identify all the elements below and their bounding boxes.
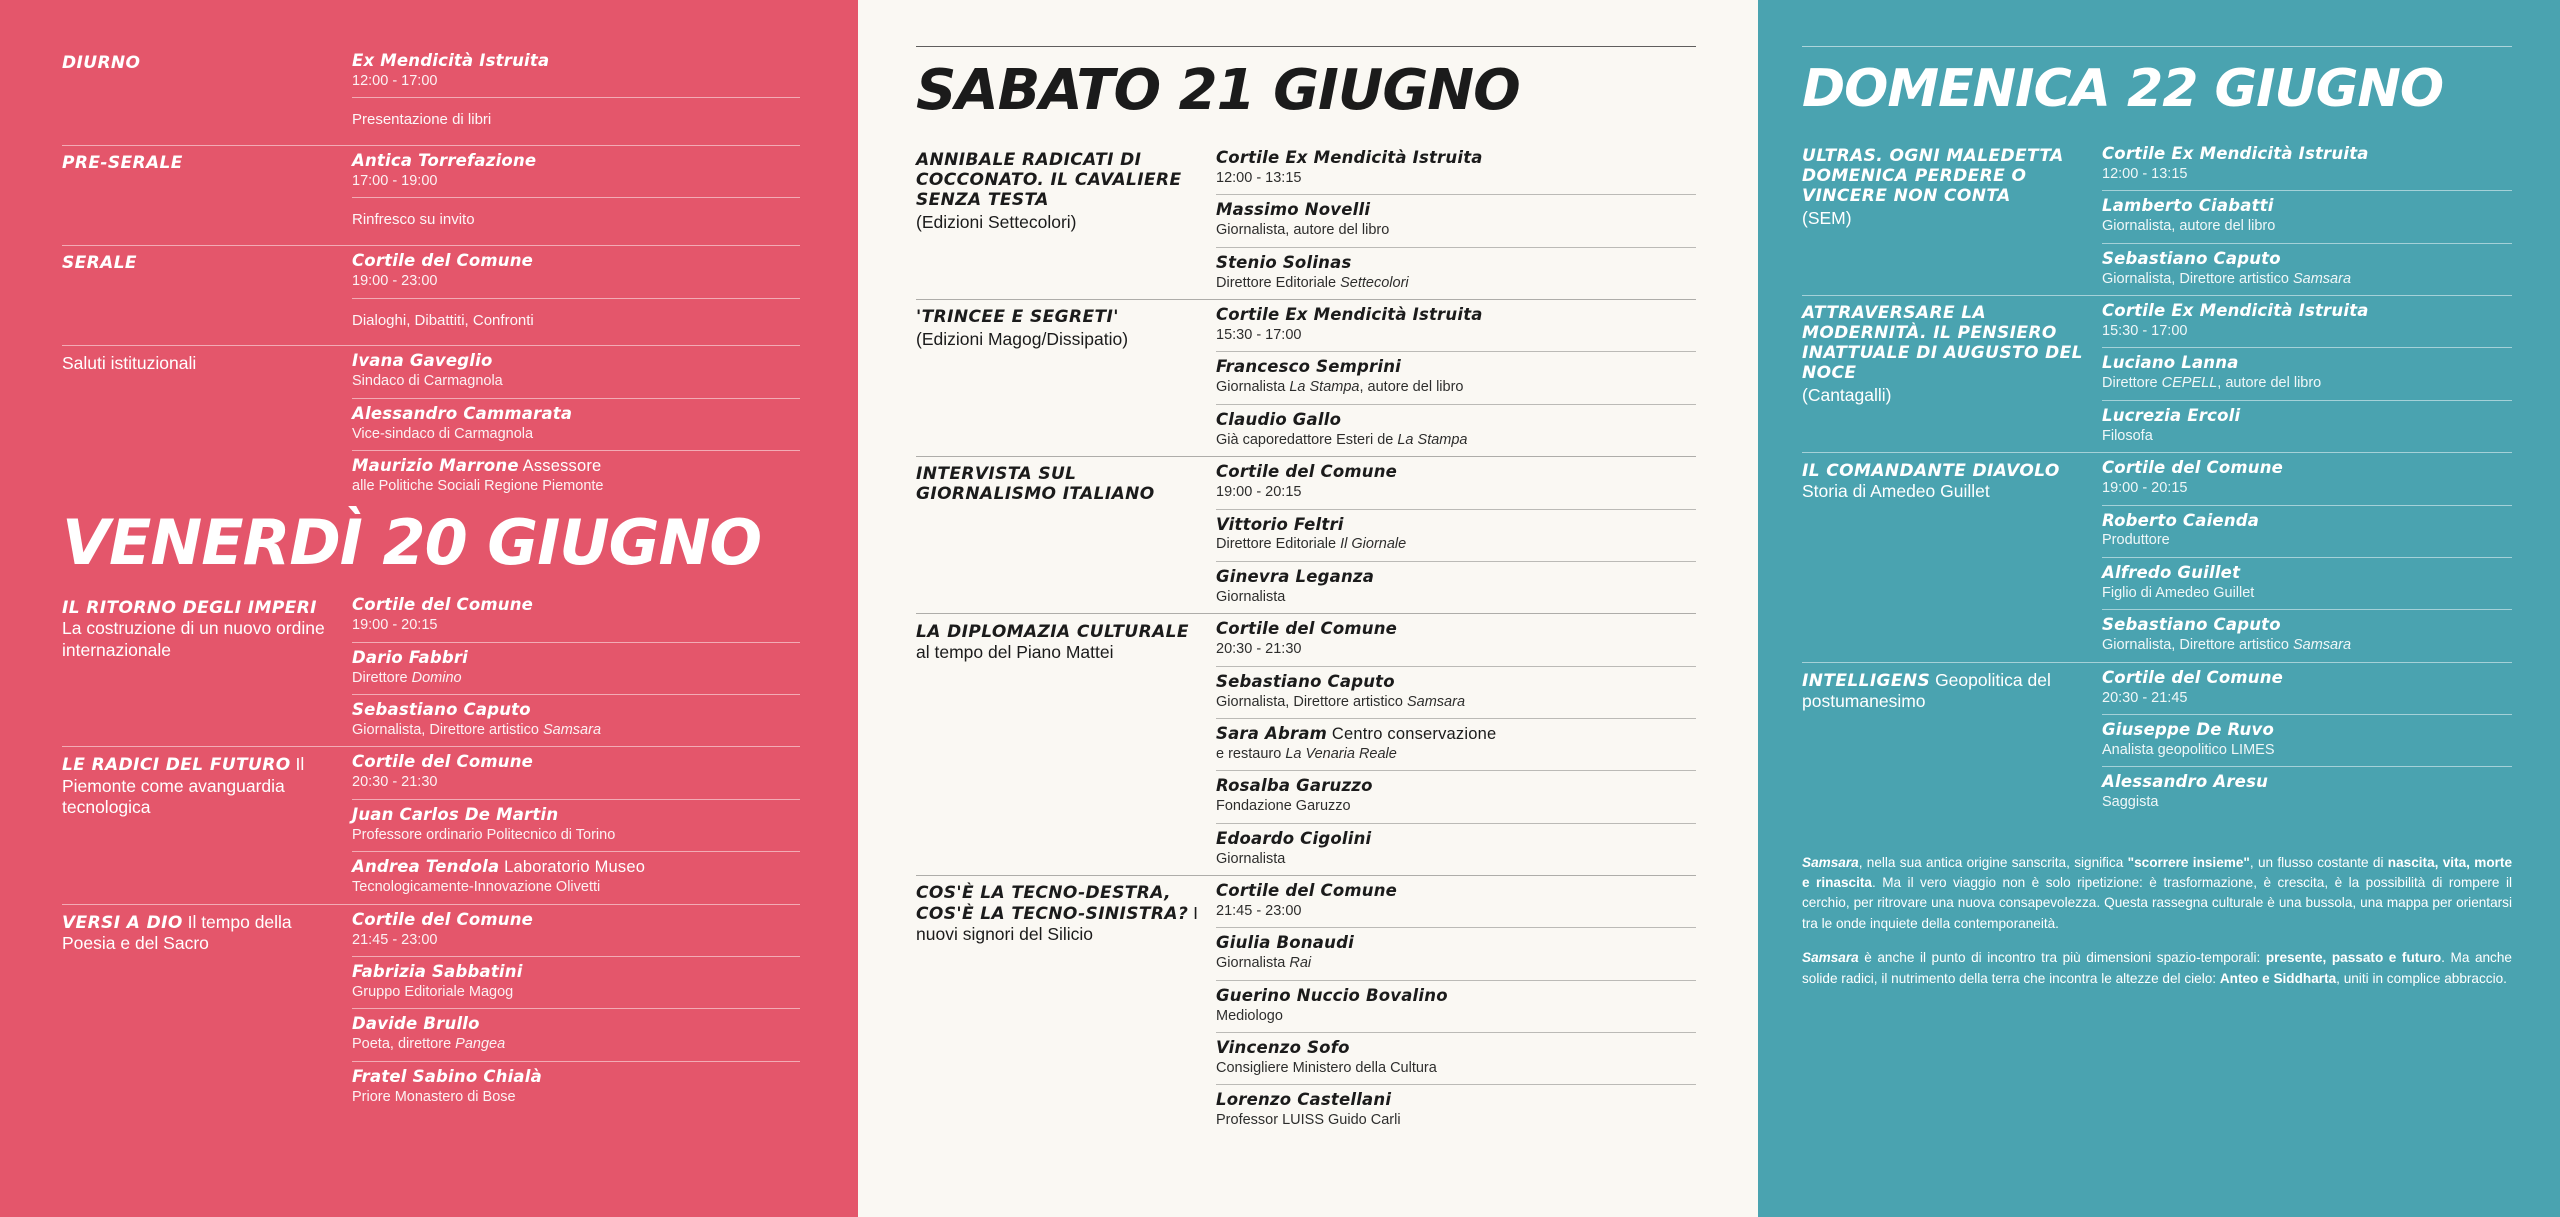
section-entries-cell <box>352 146 800 245</box>
schedule-entry <box>352 1061 800 1113</box>
section-label-tail: I nuovi signori del Silicio <box>916 903 1198 945</box>
entry-title: Stenio Solinas <box>1216 252 1352 272</box>
schedule-section <box>62 345 800 502</box>
schedule-entry <box>2102 714 2512 766</box>
schedule-section <box>916 456 1696 613</box>
section-label-tail: Geopolitica del postumanesimo <box>1802 669 2051 711</box>
schedule-section <box>62 904 800 1113</box>
entry-title: Ginevra Leganza <box>1216 566 1375 586</box>
entry-title: Maurizio Marrone Assessore <box>352 456 602 476</box>
entry-note-text: Dialoghi, Dibattiti, Confronti <box>352 311 534 329</box>
section-label: Saluti istituzionali <box>62 353 197 374</box>
schedule-row <box>62 346 800 502</box>
description-paragraph-2: Samsara è anche il punto di incontro tra più dimensioni spazio-temporali: presente, passato e futuro. Ma anche solide radici, il nutrimento della terra che incontra le altezze del cielo: Anteo e Siddharta, uniti in complice abbraccio. <box>1802 950 2512 986</box>
entry-subtitle: Giornalista La Stampa, autore del libro <box>1216 379 1464 396</box>
schedule-entry <box>2102 139 2512 190</box>
schedule-row <box>1802 139 2512 295</box>
entry-title: Claudio Gallo <box>1216 409 1342 429</box>
section-label-cell <box>1802 139 2102 239</box>
entry-subtitle: 21:45 - 23:00 <box>1216 903 1302 919</box>
right-column <box>1758 0 2560 1217</box>
section-entries-cell <box>352 346 800 502</box>
entry-title: Lucrezia Ercoli <box>2102 405 2241 425</box>
schedule-row <box>62 747 800 903</box>
schedule-section <box>62 746 800 903</box>
entry-title: Cortile del Comune <box>1216 881 1398 901</box>
schedule-entry <box>1216 614 1696 665</box>
section-label-cell <box>1802 296 2102 416</box>
entry-title: Ex Mendicità Istruita <box>352 51 550 70</box>
schedule-section <box>916 299 1696 456</box>
schedule-entry <box>1216 770 1696 822</box>
divider-top-mid <box>916 46 1696 47</box>
entry-title: Alessandro Cammarata <box>352 403 573 423</box>
schedule-note <box>352 197 800 245</box>
section-label-tail: al tempo del Piano Mattei <box>916 642 1114 663</box>
entry-subtitle: Giornalista, Direttore artistico Samsara <box>2102 637 2352 654</box>
schedule-entry <box>352 642 800 694</box>
entry-subtitle: 19:00 - 20:15 <box>1216 484 1302 501</box>
schedule-entry <box>352 246 800 297</box>
schedule-row <box>62 146 800 245</box>
schedule-entry <box>1216 404 1696 456</box>
section-label-cell <box>916 614 1216 672</box>
entry-title: Sebastiano Caputo <box>2102 248 2281 268</box>
entry-subtitle: 21:45 - 23:00 <box>352 931 438 948</box>
entry-subtitle-emphasis: Il Giornale <box>1340 536 1407 553</box>
schedule-entry <box>1216 300 1696 351</box>
section-label-cell <box>62 346 352 383</box>
section-label-tail: Il Piemonte come avanguardia tecnologica <box>62 754 305 817</box>
section-label-cell <box>62 747 352 826</box>
schedule-entry <box>352 747 800 798</box>
entry-subtitle-emphasis: Samsara <box>2292 637 2352 654</box>
entry-subtitle: Poeta, direttore Pangea <box>352 1036 506 1053</box>
entry-subtitle: 19:00 - 23:00 <box>352 273 438 290</box>
schedule-row <box>1802 663 2512 819</box>
entry-title: Cortile del Comune <box>352 251 534 271</box>
schedule-entry <box>2102 557 2512 609</box>
schedule-row <box>62 905 800 1113</box>
entry-title: Edoardo Cigolini <box>1216 828 1372 848</box>
entry-subtitle: Fondazione Garuzzo <box>1216 798 1351 815</box>
entry-subtitle: Vice-sindaco di Carmagnola <box>352 425 534 442</box>
schedule-row <box>916 457 1696 613</box>
schedule-entry <box>1216 351 1696 403</box>
entry-title: Lorenzo Castellani <box>1216 1090 1392 1110</box>
entry-subtitle: Produttore <box>2102 532 2170 549</box>
entry-title: Antica Torrefazione <box>352 151 537 171</box>
section-label: LA DIPLOMAZIA CULTURALE al tempo del Piano Mattei <box>916 622 1189 663</box>
entry-subtitle: Direttore CEPELL, autore del libro <box>2102 375 2322 392</box>
entry-title: Vittorio Feltri <box>1216 514 1344 534</box>
schedule-section <box>1802 139 2512 295</box>
section-entries-cell <box>352 747 800 903</box>
entry-subtitle: 19:00 - 20:15 <box>352 617 438 634</box>
section-label: INTELLIGENS Geopolitica del postumanesimo <box>1802 669 2051 711</box>
schedule-section <box>1802 295 2512 452</box>
entry-title: Alessandro Aresu <box>2102 772 2269 792</box>
section-entries-cell <box>352 905 800 1113</box>
schedule-entry <box>1216 143 1696 194</box>
section-label-tail: Storia di Amedeo Guillet <box>1802 481 1990 502</box>
entry-subtitle-emphasis: La Venaria Reale <box>1285 745 1397 762</box>
section-entries-cell <box>1216 300 1696 456</box>
description-paragraph-1: Samsara, nella sua antica origine sanscrita, significa "scorrere insieme", un flusso costante di nascita, vita, morte e rinascita. Ma il vero viaggio non è solo ripetizione: è trasformazione, è crescita, è la possibilità di rompere il cerchio, per ritrovare una nuova consapevolezza. Questa rassegna culturale è una bussola, una mappa per orientarsi tra le onde inquiete della contemporaneità. <box>1802 854 2513 931</box>
section-entries-cell <box>1216 876 1696 1137</box>
section-entries-cell <box>2102 139 2512 295</box>
entry-title: Ivana Gaveglio <box>352 351 493 371</box>
entry-title: Sara Abram Centro conservazione <box>1216 723 1497 743</box>
schedule-entry <box>2102 663 2512 714</box>
entry-subtitle: Direttore Domino <box>352 669 462 686</box>
section-label-cell <box>1802 663 2102 721</box>
entry-title-tail: Laboratorio Museo <box>499 858 646 877</box>
entry-subtitle: Tecnologicamente-Innovazione Olivetti <box>352 879 601 896</box>
section-label-cell <box>916 876 1216 954</box>
entry-subtitle: Priore Monastero di Bose <box>352 1088 516 1105</box>
entry-title: Cortile del Comune <box>352 595 534 615</box>
entry-subtitle-emphasis: La Stampa <box>1397 431 1468 448</box>
entry-subtitle-emphasis: Samsara <box>2292 270 2352 287</box>
section-entries-cell <box>352 46 800 145</box>
schedule-section <box>916 143 1696 299</box>
section-label: VERSI A DIO Il tempo della Poesia e del Sacro <box>62 911 292 953</box>
section-entries-cell <box>2102 663 2512 819</box>
section-entries-cell <box>1216 143 1696 299</box>
section-entries-cell <box>1216 457 1696 613</box>
schedule-entry <box>352 146 800 197</box>
schedule-section <box>1802 452 2512 661</box>
entry-title: Andrea Tendola Laboratorio Museo <box>352 857 646 877</box>
schedule-entry <box>2102 400 2512 452</box>
schedule-entry <box>2102 190 2512 242</box>
entry-subtitle: 20:30 - 21:30 <box>1216 641 1302 658</box>
schedule-section <box>1802 662 2512 819</box>
section-label-cell <box>62 46 352 82</box>
schedule-entry <box>1216 194 1696 246</box>
entry-subtitle: Giornalista, Direttore artistico Samsara <box>1216 693 1466 710</box>
entry-subtitle-emphasis: Rai <box>1289 955 1312 972</box>
section-entries-cell <box>1216 614 1696 875</box>
entry-subtitle-emphasis: CEPELL <box>2161 375 2218 392</box>
entry-subtitle: Giornalista Rai <box>1216 955 1312 972</box>
entry-subtitle-emphasis: Settecolori <box>1340 274 1409 291</box>
entry-subtitle: Giornalista, autore del libro <box>1216 222 1390 239</box>
entry-title: Vincenzo Sofo <box>1216 1038 1350 1058</box>
entry-title: Rosalba Garuzzo <box>1216 776 1373 796</box>
schedule-section <box>916 613 1696 875</box>
section-label-publisher: (Edizioni Magog/Dissipatio) <box>916 329 1129 350</box>
section-label: LE RADICI DEL FUTURO Il Piemonte come avanguardia tecnologica <box>62 754 305 817</box>
section-label: ATTRAVERSARE LA MODERNITÀ. IL PENSIERO INATTUALE DI AUGUSTO DEL NOCE <box>1802 303 2083 384</box>
entry-subtitle: alle Politiche Sociali Regione Piemonte <box>352 478 604 495</box>
left-top-schedule <box>62 46 800 502</box>
entry-subtitle-emphasis: La Stampa <box>1289 379 1360 396</box>
entry-subtitle: Figlio di Amedeo Guillet <box>2102 584 2255 601</box>
schedule-entry <box>1216 247 1696 299</box>
schedule-entry <box>352 450 800 502</box>
entry-title-tail: Centro conservazione <box>1327 724 1497 743</box>
page-title-domenica: DOMENICA 22 GIUGNO <box>1802 59 2444 119</box>
entry-title: Giulia Bonaudi <box>1216 933 1354 953</box>
section-label-publisher: (Edizioni Settecolori) <box>916 212 1077 233</box>
schedule-entry <box>2102 505 2512 557</box>
entry-title: Roberto Caienda <box>2102 510 2260 530</box>
schedule-entry <box>352 799 800 851</box>
entry-subtitle: 17:00 - 19:00 <box>352 173 438 190</box>
schedule-entry <box>352 956 800 1008</box>
page-title-sabato: SABATO 21 GIUGNO <box>916 58 1520 123</box>
entry-subtitle-emphasis: Samsara <box>1406 693 1466 710</box>
section-label-tail: La costruzione di un nuovo ordine internazionale <box>62 618 325 660</box>
schedule-row <box>1802 453 2512 661</box>
section-label-cell <box>62 905 352 963</box>
entry-title: Cortile Ex Mendicità Istruita <box>1216 305 1483 325</box>
entry-title: Giuseppe De Ruvo <box>2102 719 2274 739</box>
entry-subtitle: Filosofa <box>2102 427 2153 444</box>
schedule-entry <box>1216 666 1696 718</box>
section-label-cell <box>916 143 1216 243</box>
schedule-note <box>352 97 800 145</box>
festival-description <box>1802 853 2512 989</box>
schedule-entry <box>1216 509 1696 561</box>
entry-subtitle-emphasis: Domino <box>411 669 462 686</box>
section-label: ANNIBALE RADICATI DI COCCONATO. IL CAVALIERE SENZA TESTA <box>916 150 1182 211</box>
page-title-venerdi: VENERDÌ 20 GIUGNO <box>62 506 762 580</box>
schedule-row <box>62 46 800 145</box>
section-label: DIURNO <box>62 53 141 73</box>
mid-day-schedule <box>916 143 1696 1137</box>
schedule-entry <box>352 851 800 903</box>
entry-subtitle: Gruppo Editoriale Magog <box>352 983 514 1000</box>
schedule-entry <box>1216 876 1696 927</box>
entry-subtitle: 20:30 - 21:30 <box>352 774 438 791</box>
entry-title-tail: Assessore <box>518 457 602 476</box>
entry-subtitle: Direttore Editoriale Settecolori <box>1216 274 1409 291</box>
entry-subtitle: Giornalista <box>1216 588 1286 605</box>
right-day-schedule <box>1802 139 2512 819</box>
section-label-publisher: (SEM) <box>1802 208 1852 229</box>
section-label: SERALE <box>62 253 137 274</box>
entry-subtitle: Giornalista, Direttore artistico Samsara <box>352 722 602 739</box>
entry-title: Cortile Ex Mendicità Istruita <box>1216 148 1483 167</box>
section-label: PRE-SERALE <box>62 153 183 174</box>
schedule-entry <box>1216 718 1696 770</box>
section-label: COS'È LA TECNO-DESTRA, COS'È LA TECNO-SINISTRA? I nuovi signori del Silicio <box>916 883 1198 945</box>
entry-title: Luciano Lanna <box>2102 353 2239 373</box>
section-entries-cell <box>2102 296 2512 452</box>
section-label: IL RITORNO DEGLI IMPERI La costruzione di un nuovo ordine internazionale <box>62 598 325 660</box>
divider-top-right <box>1802 46 2512 47</box>
section-label: ULTRAS. OGNI MALEDETTA DOMENICA PERDERE O VINCERE NON CONTA <box>1802 146 2064 207</box>
schedule-entry <box>352 1008 800 1060</box>
entry-subtitle: Giornalista, autore del libro <box>2102 218 2276 235</box>
section-label-cell <box>1802 453 2102 511</box>
entry-title: Cortile Ex Mendicità Istruita <box>2102 301 2369 321</box>
section-entries-cell <box>352 590 800 746</box>
schedule-section <box>62 145 800 245</box>
middle-column <box>858 0 1758 1217</box>
entry-title: Lamberto Ciabatti <box>2102 196 2274 216</box>
schedule-entry <box>2102 609 2512 661</box>
schedule-entry <box>1216 457 1696 508</box>
entry-title: Alfredo Guillet <box>2102 562 2241 582</box>
entry-subtitle: 19:00 - 20:15 <box>2102 480 2188 497</box>
entry-subtitle: e restauro La Venaria Reale <box>1216 745 1397 762</box>
entry-subtitle: 20:30 - 21:45 <box>2102 689 2188 706</box>
entry-subtitle: 12:00 - 13:15 <box>1216 169 1302 186</box>
entry-title: Cortile del Comune <box>352 909 534 929</box>
entry-subtitle: Mediologo <box>1216 1007 1283 1024</box>
entry-title: Cortile del Comune <box>352 752 534 772</box>
entry-subtitle: 15:30 - 17:00 <box>2102 323 2188 340</box>
entry-title: Francesco Semprini <box>1216 357 1402 377</box>
entry-subtitle: Direttore Editoriale Il Giornale <box>1216 536 1407 553</box>
entry-title: Fratel Sabino Chialà <box>352 1066 542 1086</box>
schedule-row <box>916 876 1696 1137</box>
entry-subtitle: Giornalista, Direttore artistico Samsara <box>2102 270 2352 287</box>
entry-subtitle: 12:00 - 17:00 <box>352 72 438 89</box>
entry-title: Sebastiano Caputo <box>1216 671 1395 691</box>
schedule-row <box>62 590 800 746</box>
section-label-cell <box>62 146 352 182</box>
schedule-section <box>916 875 1696 1137</box>
entry-title: Sebastiano Caputo <box>352 700 531 720</box>
section-entries-cell <box>352 246 800 345</box>
schedule-entry <box>1216 980 1696 1032</box>
section-label: IL COMANDANTE DIAVOLO Storia di Amedeo Guillet <box>1802 461 2060 502</box>
entry-note-text: Presentazione di libri <box>352 111 492 129</box>
schedule-row <box>916 614 1696 875</box>
schedule-note <box>352 298 800 346</box>
schedule-section <box>62 46 800 145</box>
entry-title: Sebastiano Caputo <box>2102 615 2281 635</box>
left-day-schedule <box>62 590 800 1113</box>
schedule-entry <box>2102 296 2512 347</box>
entry-subtitle: Sindaco di Carmagnola <box>352 373 503 390</box>
section-label-publisher: (Cantagalli) <box>1802 385 1892 406</box>
section-label-tail: Il tempo della Poesia e del Sacro <box>62 911 292 953</box>
section-label-cell <box>916 300 1216 360</box>
schedule-row <box>916 143 1696 299</box>
schedule-entry <box>2102 347 2512 399</box>
section-label-cell <box>62 590 352 669</box>
schedule-entry <box>1216 561 1696 613</box>
section-label-cell <box>916 457 1216 513</box>
section-label: INTERVISTA SUL GIORNALISMO ITALIANO <box>916 464 1155 505</box>
entry-title: Cortile del Comune <box>2102 458 2284 478</box>
entry-title: Cortile del Comune <box>1216 462 1398 482</box>
entry-note-text: Rinfresco su invito <box>352 211 475 229</box>
schedule-row <box>916 300 1696 456</box>
section-entries-cell <box>2102 453 2512 661</box>
entry-title: Cortile del Comune <box>2102 667 2284 687</box>
entry-subtitle-emphasis: Samsara <box>542 722 602 739</box>
schedule-entry <box>352 590 800 641</box>
schedule-row <box>1802 296 2512 452</box>
entry-title: Davide Brullo <box>352 1014 480 1034</box>
entry-subtitle: Già caporedattore Esteri de La Stampa <box>1216 431 1468 448</box>
section-label: 'TRINCEE E SEGRETI' <box>916 307 1119 328</box>
schedule-section <box>62 245 800 345</box>
entry-title: Cortile Ex Mendicità Istruita <box>2102 144 2369 163</box>
schedule-row <box>62 246 800 345</box>
entry-subtitle-emphasis: Pangea <box>455 1036 506 1053</box>
schedule-entry <box>2102 243 2512 295</box>
entry-title: Fabrizia Sabbatini <box>352 961 523 981</box>
schedule-entry <box>1216 823 1696 875</box>
entry-title: Massimo Novelli <box>1216 200 1371 220</box>
entry-subtitle: Saggista <box>2102 794 2159 811</box>
schedule-entry <box>1216 1032 1696 1084</box>
left-column <box>0 0 858 1217</box>
schedule-entry <box>352 46 800 97</box>
schedule-entry <box>352 346 800 397</box>
entry-subtitle: Consigliere Ministero della Cultura <box>1216 1060 1437 1077</box>
schedule-entry <box>352 694 800 746</box>
schedule-entry <box>1216 1084 1696 1136</box>
entry-title: Cortile del Comune <box>1216 619 1398 639</box>
schedule-entry <box>2102 453 2512 504</box>
section-label-cell <box>62 246 352 282</box>
schedule-entry <box>352 905 800 956</box>
schedule-entry <box>1216 927 1696 979</box>
entry-subtitle: Analista geopolitico LIMES <box>2102 741 2275 758</box>
entry-title: Guerino Nuccio Bovalino <box>1216 985 1448 1005</box>
entry-title: Dario Fabbri <box>352 647 469 667</box>
entry-subtitle: Professor LUISS Guido Carli <box>1216 1112 1401 1129</box>
entry-subtitle: Professore ordinario Politecnico di Torino <box>352 826 616 843</box>
entry-title: Juan Carlos De Martin <box>352 804 559 824</box>
entry-subtitle: Giornalista <box>1216 850 1286 867</box>
schedule-entry <box>2102 766 2512 818</box>
entry-subtitle: 15:30 - 17:00 <box>1216 327 1302 344</box>
schedule-section <box>62 590 800 746</box>
schedule-entry <box>352 398 800 450</box>
entry-subtitle: 12:00 - 13:15 <box>2102 165 2188 182</box>
